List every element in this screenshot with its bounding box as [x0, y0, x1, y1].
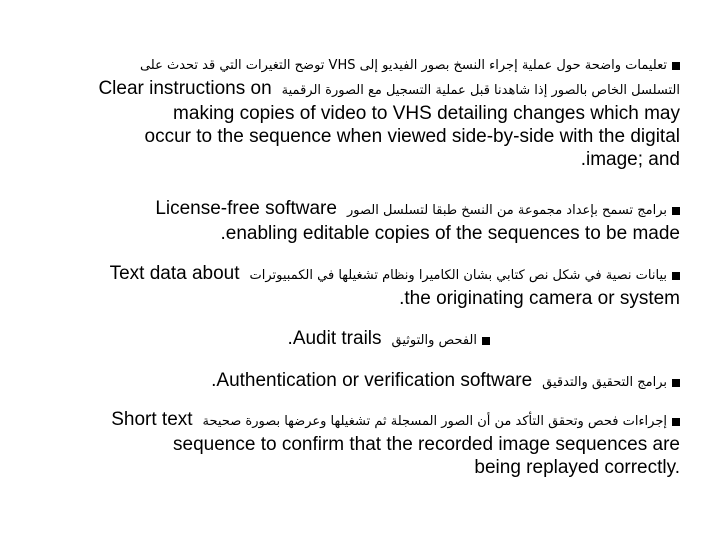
english-lead-text: Authentication or verification software.: [211, 370, 533, 391]
bullet-item-text-data: [38, 262, 680, 310]
bullet-marker: [672, 272, 680, 280]
english-lead-text: License-free software: [155, 198, 337, 219]
arabic-text: برامج التحقيق والتدقيق: [542, 375, 667, 390]
bullet-marker: [672, 207, 680, 215]
item-line: [38, 52, 680, 77]
arabic-text: بيانات نصية في شكل نص كتابي بشان الكاميرا ونظام تشغيلها في الكمبيوترات: [249, 268, 667, 283]
bullet-item-vhs-instructions: [38, 52, 680, 171]
bullet-marker: [482, 337, 490, 345]
item-line: [38, 262, 680, 287]
item-line: [38, 433, 680, 456]
item-line: [38, 102, 680, 125]
item-line: [38, 287, 680, 310]
arabic-text-line2: التسلسل الخاص بالصور إذا شاهدنا قبل عملية التسجيل مع الصورة الرقمية: [281, 83, 680, 98]
arabic-text: إجراءات فحص وتحقق التأكد من أن الصور المسجلة ثم تشغيلها وعرضها بصورة صحيحة: [202, 414, 667, 429]
english-text-line: image; and.: [580, 149, 680, 170]
bullet-item-audit-trails: [38, 327, 680, 352]
item-line: [38, 327, 680, 352]
item-line: [38, 148, 680, 171]
arabic-text: برامج تسمح بإعداد مجموعة من النسخ طبقا لتسلسل الصور: [346, 203, 667, 218]
arabic-text: الفحص والتوثيق: [391, 333, 477, 348]
english-text-line: making copies of video to VHS detailing changes which may: [173, 103, 680, 124]
bullet-item-license-free-software: [38, 197, 680, 245]
english-text-line: enabling editable copies of the sequences to be made.: [220, 223, 680, 244]
arabic-text-line1: تعليمات واضحة حول عملية إجراء النسخ بصور الفيديو إلى VHS توضح التغيرات التي قد تحدث على: [139, 58, 667, 73]
english-lead-text: Short text: [111, 409, 193, 430]
bullet-marker: [672, 379, 680, 387]
item-line: [38, 369, 680, 394]
english-text-line: sequence to confirm that the recorded image sequences are: [173, 434, 680, 455]
item-line: [38, 408, 680, 433]
english-text-line: the originating camera or system.: [399, 288, 680, 309]
item-line: [38, 197, 680, 222]
bullet-item-authentication-software: [38, 369, 680, 394]
english-lead-text: Audit trails.: [287, 328, 382, 349]
bullet-item-short-text-sequence: [38, 408, 680, 479]
english-text-line: occur to the sequence when viewed side-by-side with the digital: [144, 126, 680, 147]
english-text-line: being replayed correctly.: [474, 457, 680, 478]
item-line: [38, 222, 680, 245]
bullet-marker: [672, 62, 680, 70]
bullet-marker: [672, 418, 680, 426]
english-lead-text: Clear instructions on: [98, 78, 272, 99]
item-line: [38, 77, 680, 102]
english-lead-text: Text data about: [109, 263, 240, 284]
item-line: [38, 456, 680, 479]
item-line: [38, 125, 680, 148]
